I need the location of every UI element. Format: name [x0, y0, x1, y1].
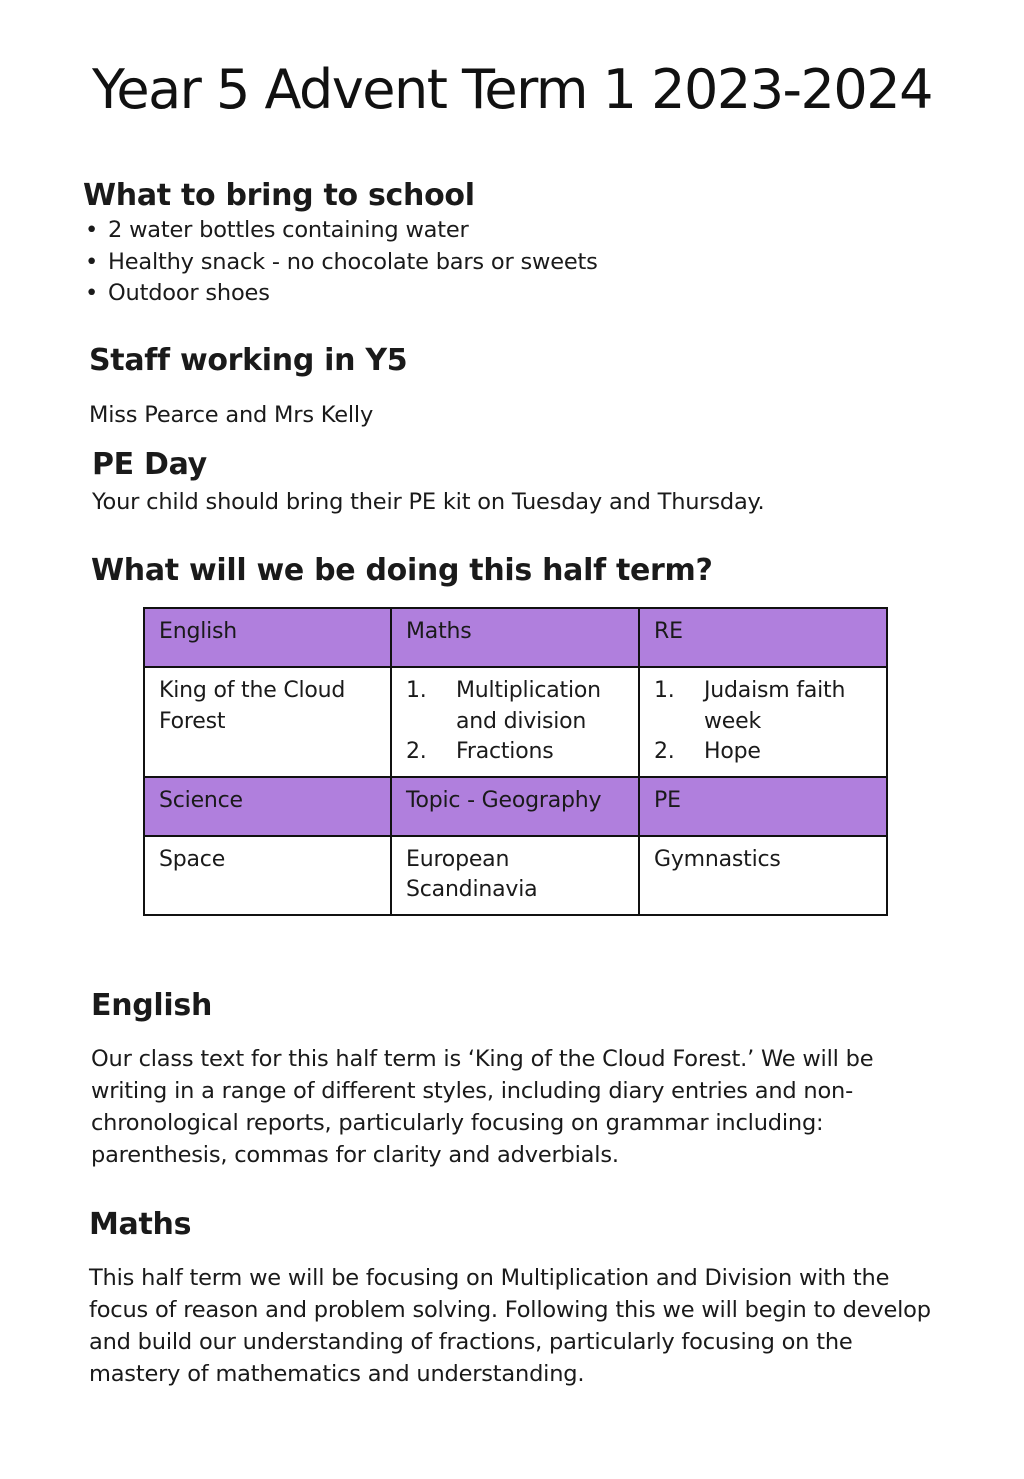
re-list [654, 676, 874, 768]
maths-text: This half term we will be focusing on Multiplication and Division with the focus of reason and problem solving. Following this we will begin to develop and build our understanding of fractions, particularly focusing on the mastery of mathematics and understanding. [89, 1265, 931, 1387]
list-item: 1. Multiplication and division [406, 678, 601, 734]
cell-english-content: King of the Cloud Forest [144, 667, 391, 777]
table-row [144, 836, 887, 915]
english-text: Our class text for this half term is ‘King of the Cloud Forest.’ We will be writing in a range of different styles, including diary entries and non-chronological reports, particularly focusing on grammar including: parenthesis, commas for clarity and adverbials. [91, 1046, 874, 1168]
header-cell-topic: Topic - Geography [391, 777, 639, 836]
pe-day-text: Your child should bring their PE kit on Tuesday and Thursday. [92, 489, 765, 515]
maths-list [406, 676, 626, 768]
bring-list [83, 215, 943, 310]
list-item: • Outdoor shoes [83, 278, 943, 310]
cell-re-content [639, 667, 887, 777]
page-title: Year 5 Advent Term 1 2023-2024 [92, 58, 932, 121]
bring-section [83, 178, 943, 310]
list-item: • 2 water bottles containing water [83, 215, 943, 247]
cell-science-content: Space [144, 836, 391, 915]
cell-topic-content: European Scandinavia [391, 836, 639, 915]
table-header-row [144, 777, 887, 836]
english-heading: English [91, 988, 213, 1023]
list-item: • Healthy snack - no chocolate bars or sweets [83, 247, 943, 279]
table-header-row [144, 608, 887, 667]
subjects-table [143, 607, 888, 916]
header-cell-maths: Maths [391, 608, 639, 667]
list-item: 2. Fractions [406, 739, 554, 764]
table-row [144, 667, 887, 777]
header-cell-english: English [144, 608, 391, 667]
cell-maths-content [391, 667, 639, 777]
header-cell-re: RE [639, 608, 887, 667]
maths-heading: Maths [89, 1207, 192, 1242]
half-term-heading: What will we be doing this half term? [91, 553, 713, 588]
list-item: 2. Hope [654, 739, 761, 764]
cell-pe-content: Gymnastics [639, 836, 887, 915]
bring-heading: What to bring to school [83, 178, 475, 213]
staff-heading: Staff working in Y5 [89, 343, 408, 378]
list-item: 1. Judaism faith week [654, 678, 846, 734]
header-cell-pe: PE [639, 777, 887, 836]
pe-day-heading: PE Day [92, 447, 207, 482]
header-cell-science: Science [144, 777, 391, 836]
staff-text: Miss Pearce and Mrs Kelly [89, 402, 374, 428]
